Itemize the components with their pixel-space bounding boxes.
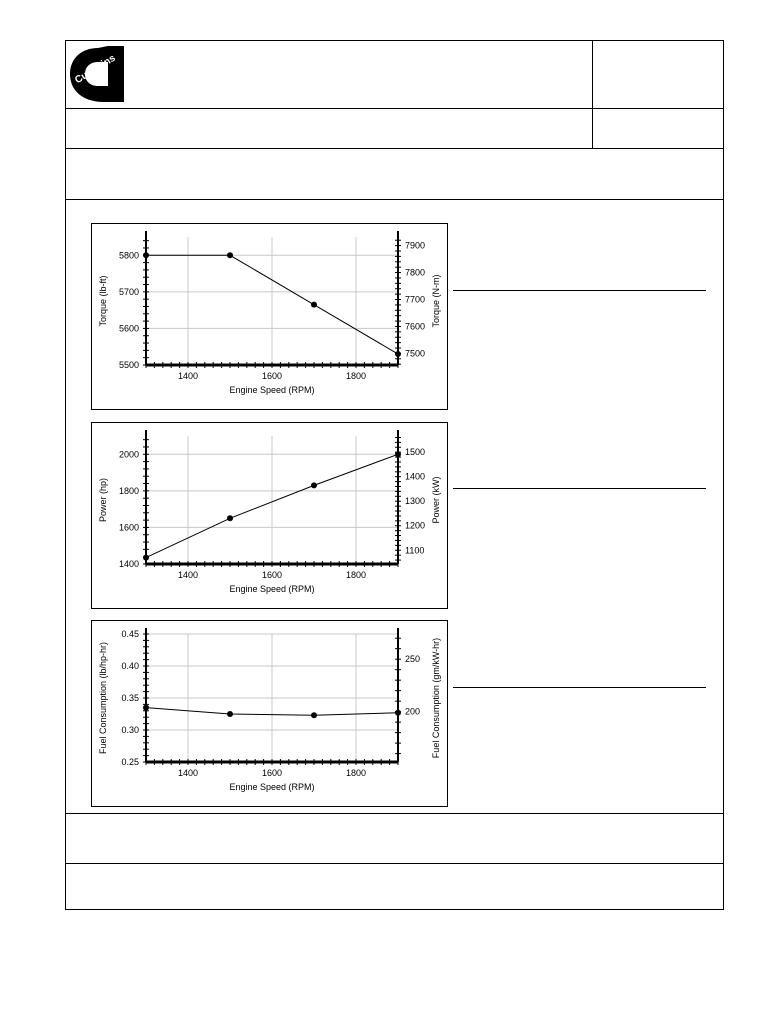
data-point xyxy=(227,515,233,521)
y-axis-label: Fuel Consumption (lb/hp-hr) xyxy=(98,641,108,755)
x-axis-label: Engine Speed (RPM) xyxy=(229,782,315,792)
y-tick-label: 2000 xyxy=(118,449,139,460)
data-point xyxy=(395,451,401,457)
data-point xyxy=(311,302,317,308)
torque-chart-svg xyxy=(92,224,449,411)
fuel-chart xyxy=(91,620,448,807)
header-divider xyxy=(66,108,723,109)
x-axis-label: Engine Speed (RPM) xyxy=(229,385,315,395)
fuel-chart-svg xyxy=(92,621,449,808)
data-point xyxy=(143,705,149,711)
y-tick-label: 5700 xyxy=(118,286,139,297)
y-tick-label: 1400 xyxy=(118,559,139,569)
y-right-axis-label: Torque (N-m) xyxy=(431,274,441,328)
y-right-tick-label: 7500 xyxy=(405,348,426,359)
y-tick-label: 0.30 xyxy=(121,725,139,735)
y-right-tick-label: 250 xyxy=(405,654,421,665)
y-right-tick-label: 1500 xyxy=(405,447,426,458)
x-tick-label: 1600 xyxy=(261,371,283,381)
title-divider xyxy=(66,148,723,149)
x-tick-label: 1800 xyxy=(345,768,367,778)
x-tick-label: 1400 xyxy=(177,768,199,778)
y-right-tick-label: 1300 xyxy=(405,496,426,507)
data-point xyxy=(395,351,401,357)
y-right-tick-label: 1200 xyxy=(405,520,426,531)
torque-chart xyxy=(91,223,448,410)
y-tick-label: 1800 xyxy=(118,485,139,496)
torque-leader-line xyxy=(453,290,706,291)
x-tick-label: 1400 xyxy=(177,570,199,580)
y-right-tick-label: 7800 xyxy=(405,267,426,278)
footer-divider-1 xyxy=(66,813,723,814)
data-point xyxy=(143,252,149,258)
y-right-tick-label: 7900 xyxy=(405,240,426,251)
section-divider xyxy=(66,199,723,200)
x-tick-label: 1800 xyxy=(345,371,367,381)
y-tick-label: 0.40 xyxy=(121,661,139,671)
data-point xyxy=(311,712,317,718)
y-axis-label: Power (hp) xyxy=(98,477,108,523)
y-tick-label: 5600 xyxy=(118,323,139,334)
y-right-tick-label: 1400 xyxy=(405,471,426,482)
y-right-tick-label: 7700 xyxy=(405,294,426,305)
y-tick-label: 5800 xyxy=(118,250,139,261)
y-right-axis-label: Power (kW) xyxy=(431,476,441,524)
fuel-leader-line xyxy=(453,687,706,688)
header-column-divider xyxy=(592,41,593,148)
x-tick-label: 1600 xyxy=(261,768,283,778)
footer-divider-2 xyxy=(66,863,723,864)
y-tick-label: 5500 xyxy=(118,360,139,370)
data-point xyxy=(227,711,233,717)
y-right-axis-label: Fuel Consumption (gm/kW-hr) xyxy=(431,637,441,759)
logo-wordmark: Cummins xyxy=(73,52,118,87)
y-tick-label: 1600 xyxy=(118,522,139,533)
power-chart-svg xyxy=(92,423,449,610)
y-tick-label: 0.35 xyxy=(121,693,139,703)
y-right-tick-label: 1100 xyxy=(405,545,425,556)
data-point xyxy=(227,252,233,258)
y-tick-label: 0.25 xyxy=(121,757,139,767)
data-point xyxy=(395,710,401,716)
x-tick-label: 1600 xyxy=(261,570,283,580)
y-right-tick-label: 200 xyxy=(405,706,421,717)
y-right-tick-label: 7600 xyxy=(405,321,426,332)
y-tick-label: 0.45 xyxy=(121,629,139,639)
cummins-logo xyxy=(68,44,126,104)
x-axis-label: Engine Speed (RPM) xyxy=(229,584,315,594)
power-leader-line xyxy=(453,488,706,489)
x-tick-label: 1400 xyxy=(177,371,199,381)
data-point xyxy=(311,482,317,488)
y-axis-label: Torque (lb-ft) xyxy=(98,275,108,327)
power-chart xyxy=(91,422,448,609)
data-point xyxy=(143,555,149,561)
x-tick-label: 1800 xyxy=(345,570,367,580)
